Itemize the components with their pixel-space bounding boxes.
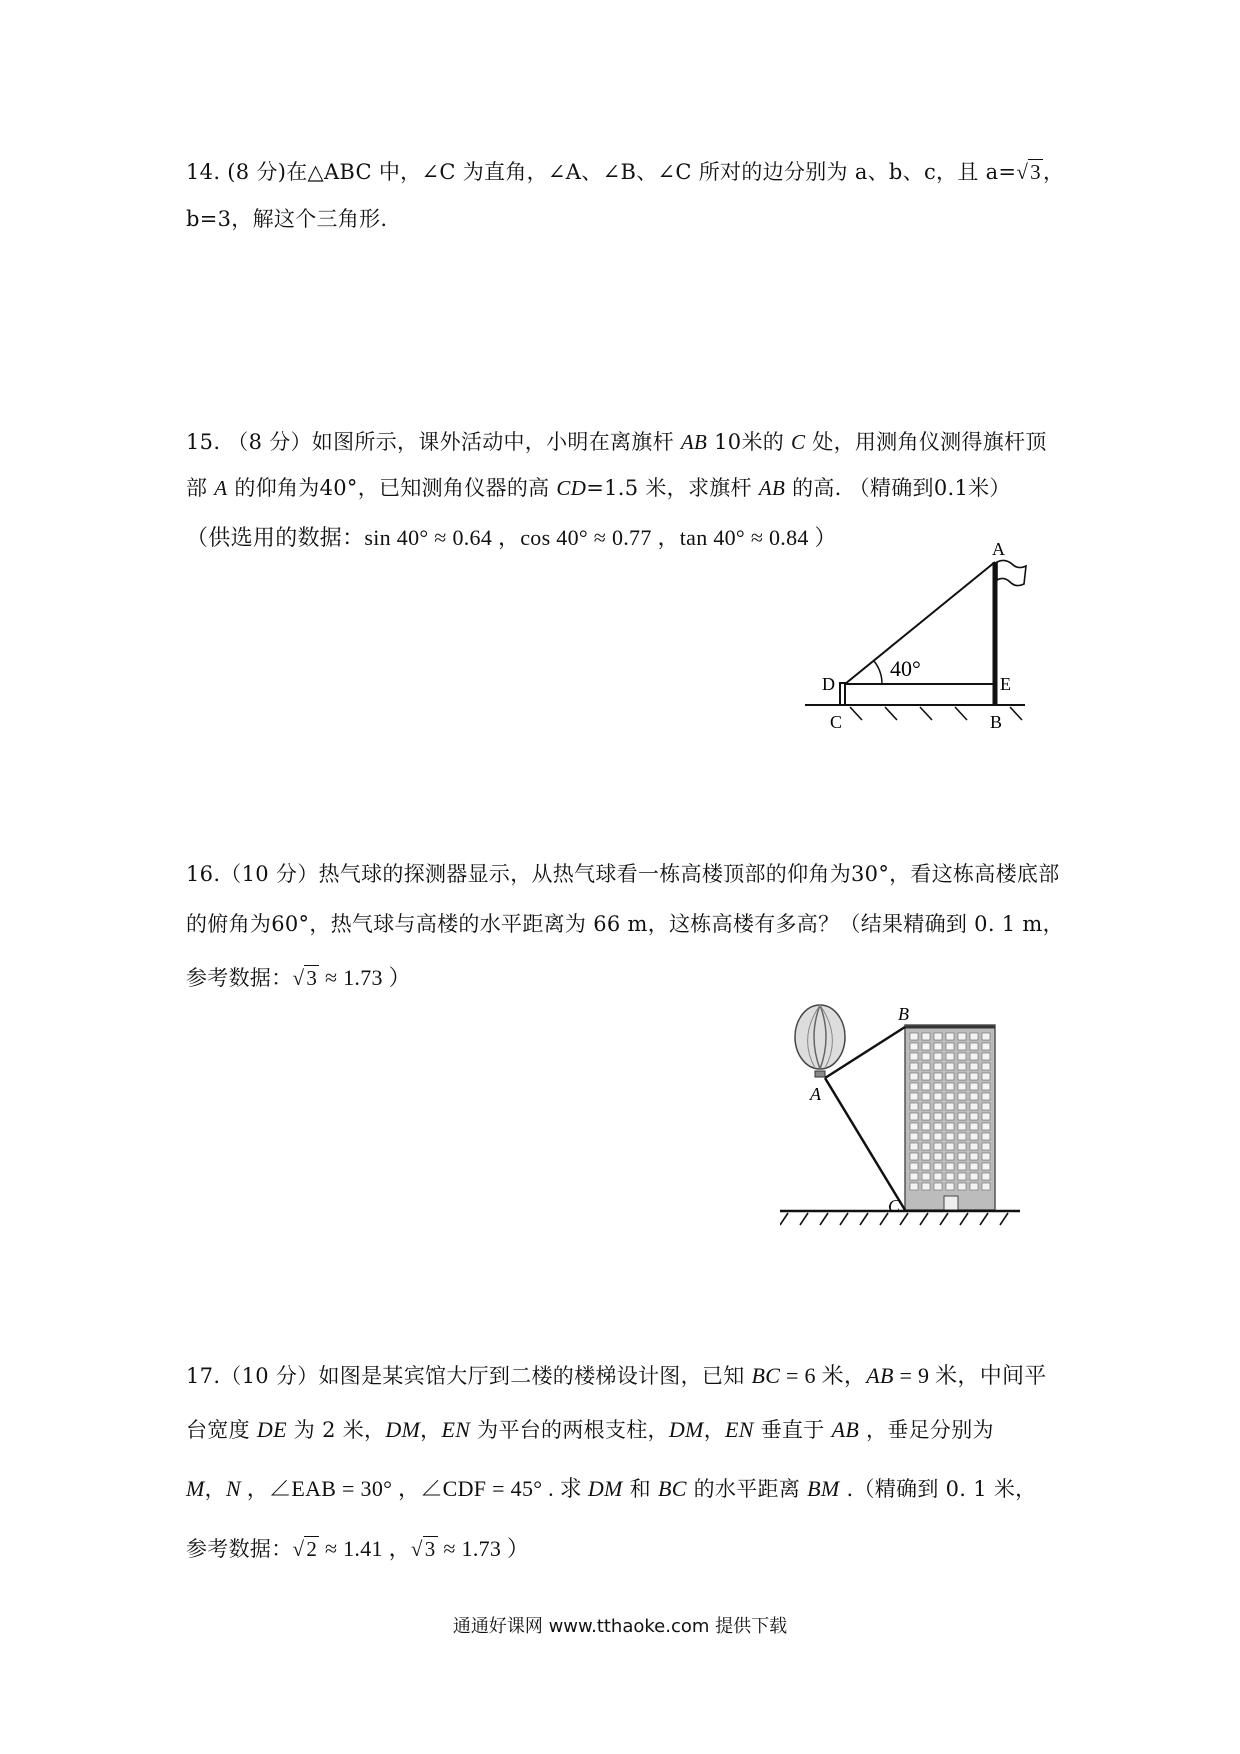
building-window <box>934 1093 942 1100</box>
building-window <box>910 1153 918 1160</box>
building-window <box>934 1043 942 1050</box>
building-window <box>934 1083 942 1090</box>
building-window <box>970 1133 978 1140</box>
q17-line-1: 17.（10 分）如图是某宾馆大厅到二楼的楼梯设计图，已知 BC = 6 米，AB = 9 米，中间平 <box>186 1363 1047 1388</box>
building-window <box>922 1093 930 1100</box>
q15-point-b: B <box>990 712 1003 732</box>
building-window <box>910 1143 918 1150</box>
building-window <box>982 1163 990 1170</box>
building-window <box>910 1133 918 1140</box>
building-window <box>970 1043 978 1050</box>
building-window <box>982 1173 990 1180</box>
building-window <box>982 1053 990 1060</box>
building-window <box>958 1133 966 1140</box>
building-window <box>946 1083 954 1090</box>
building-window <box>922 1133 930 1140</box>
q17-sqrt-2: √2 <box>292 1537 318 1561</box>
building-window <box>910 1083 918 1090</box>
building-window <box>922 1173 930 1180</box>
building-window <box>946 1153 954 1160</box>
building-window <box>982 1113 990 1120</box>
building-window <box>934 1053 942 1060</box>
building-window <box>934 1153 942 1160</box>
building-window <box>982 1083 990 1090</box>
building-window <box>934 1113 942 1120</box>
building-window <box>946 1033 954 1040</box>
building-window <box>922 1183 930 1190</box>
building-window <box>970 1153 978 1160</box>
building-window <box>982 1063 990 1070</box>
building-window <box>910 1113 918 1120</box>
building-window <box>970 1073 978 1080</box>
q15-flagpole-figure <box>800 540 1050 740</box>
building-window <box>922 1163 930 1170</box>
building-window <box>958 1103 966 1110</box>
building-window <box>922 1043 930 1050</box>
building-window <box>970 1113 978 1120</box>
building-window <box>922 1143 930 1150</box>
q15-point-e: E <box>1000 674 1011 694</box>
building-window <box>946 1173 954 1180</box>
building-window <box>922 1063 930 1070</box>
q14-text: 14. (8 分)在△ABC 中，∠C 为直角，∠A、∠B、∠C 所对的边分别为 a、b、c，且 a= <box>186 160 1017 184</box>
building-window <box>982 1103 990 1110</box>
building-window <box>934 1103 942 1110</box>
building-window <box>946 1053 954 1060</box>
q17-sqrt-3: √3 <box>410 1537 436 1561</box>
building-window <box>910 1033 918 1040</box>
q17-line-2: 台宽度 DE 为 2 米，DM，EN 为平台的两根支柱，DM，EN 垂直于 AB ，垂足分别为 <box>186 1417 994 1442</box>
building-window <box>970 1063 978 1070</box>
building-window <box>946 1183 954 1190</box>
building-window <box>958 1153 966 1160</box>
building-window <box>958 1053 966 1060</box>
building-window <box>922 1053 930 1060</box>
building-window <box>970 1083 978 1090</box>
q15-point-c: C <box>830 712 843 732</box>
q16-line-3: 参考数据：√3 ≈ 1.73 ） <box>186 965 411 990</box>
building-window <box>934 1173 942 1180</box>
q16-line-1: 16.（10 分）热气球的探测器显示，从热气球看一栋高楼顶部的仰角为30°，看这栋高楼底部 <box>186 862 1060 886</box>
building-window <box>982 1143 990 1150</box>
building-window <box>970 1053 978 1060</box>
q15-line-3: （供选用的数据：sin 40° ≈ 0.64 ，cos 40° ≈ 0.77 ，tan 40° ≈ 0.84 ） <box>186 525 837 550</box>
building-window <box>946 1133 954 1140</box>
building-window <box>934 1133 942 1140</box>
building-window <box>982 1133 990 1140</box>
building-window <box>982 1043 990 1050</box>
building-window <box>910 1163 918 1170</box>
building-window <box>970 1173 978 1180</box>
building-window <box>910 1053 918 1060</box>
building-window <box>910 1043 918 1050</box>
building-window <box>934 1183 942 1190</box>
building-window <box>946 1143 954 1150</box>
hot-air-balloon-icon <box>795 1005 845 1077</box>
q16-sqrt: √3 <box>292 966 318 990</box>
building-window <box>922 1123 930 1130</box>
building-window <box>958 1163 966 1170</box>
q15-point-a: A <box>992 540 1005 559</box>
building-window <box>946 1123 954 1130</box>
building-window <box>910 1103 918 1110</box>
building-window <box>922 1083 930 1090</box>
building-window <box>922 1153 930 1160</box>
building-window <box>946 1073 954 1080</box>
building-window <box>958 1043 966 1050</box>
building-window <box>922 1113 930 1120</box>
q16-point-b: B <box>898 1004 909 1024</box>
building-window <box>934 1073 942 1080</box>
building-window <box>958 1083 966 1090</box>
building-window <box>958 1063 966 1070</box>
building-window <box>958 1143 966 1150</box>
building-window <box>910 1093 918 1100</box>
building-window <box>958 1073 966 1080</box>
q16-line-2: 的俯角为60°，热气球与高楼的水平距离为 66 m，这栋高楼有多高？（结果精确到 0. 1 m， <box>186 912 1064 936</box>
q14-line-1: 14. (8 分)在△ABC 中，∠C 为直角，∠A、∠B、∠C 所对的边分别为 a、b、c，且 a=√3， <box>186 160 1065 184</box>
building-window <box>958 1173 966 1180</box>
building-window <box>970 1143 978 1150</box>
building-window <box>970 1033 978 1040</box>
building-window <box>958 1123 966 1130</box>
q16-balloon-figure <box>780 1000 1040 1245</box>
building-window <box>910 1063 918 1070</box>
q14-line-2: b=3，解这个三角形. <box>186 207 388 231</box>
building-window <box>910 1123 918 1130</box>
q16-point-c: C <box>888 1196 901 1216</box>
building-window <box>982 1073 990 1080</box>
building-window <box>970 1123 978 1130</box>
building-window <box>958 1183 966 1190</box>
building-window <box>982 1153 990 1160</box>
building-window <box>934 1143 942 1150</box>
building-window <box>910 1073 918 1080</box>
q16-point-a: A <box>810 1084 821 1104</box>
building-window <box>934 1123 942 1130</box>
building-window <box>946 1043 954 1050</box>
building-window <box>910 1183 918 1190</box>
building-window <box>946 1113 954 1120</box>
building-window <box>958 1033 966 1040</box>
building-window <box>934 1163 942 1170</box>
building-window <box>946 1163 954 1170</box>
q15-line-2: 部 A 的仰角为40°，已知测角仪器的高 CD=1.5 米，求旗杆 AB 的高. （精确到0.1米） <box>186 476 1011 500</box>
building-window <box>970 1103 978 1110</box>
q14-sqrt: √3 <box>1016 160 1041 184</box>
q17-line-3: M，N ，∠EAB = 30° ，∠CDF = 45° . 求 DM 和 BC 的水平距离 BM .（精确到 0. 1 米， <box>186 1476 1037 1501</box>
building-window <box>970 1163 978 1170</box>
building-window <box>922 1103 930 1110</box>
q17-line-4: 参考数据：√2 ≈ 1.41 ，√3 ≈ 1.73 ） <box>186 1536 530 1561</box>
building-window <box>946 1103 954 1110</box>
building-window <box>958 1113 966 1120</box>
building-window <box>982 1123 990 1130</box>
building-window <box>970 1183 978 1190</box>
building-window <box>910 1173 918 1180</box>
building-window <box>958 1093 966 1100</box>
building-window <box>934 1063 942 1070</box>
building-window <box>946 1063 954 1070</box>
building-window <box>934 1033 942 1040</box>
building-window <box>922 1033 930 1040</box>
q15-angle-label: 40° <box>890 656 921 681</box>
building-window <box>982 1033 990 1040</box>
building-window <box>946 1093 954 1100</box>
q15-line-1: 15. （8 分）如图所示，课外活动中，小明在离旗杆 AB 10米的 C 处，用测角仪测得旗杆顶 <box>186 430 1047 454</box>
building-window <box>982 1093 990 1100</box>
building-window <box>970 1093 978 1100</box>
building-window <box>922 1073 930 1080</box>
building-window <box>982 1183 990 1190</box>
footer: 通通好课网 www.tthaoke.com 提供下载 <box>452 1616 788 1637</box>
q15-point-d: D <box>822 674 835 694</box>
